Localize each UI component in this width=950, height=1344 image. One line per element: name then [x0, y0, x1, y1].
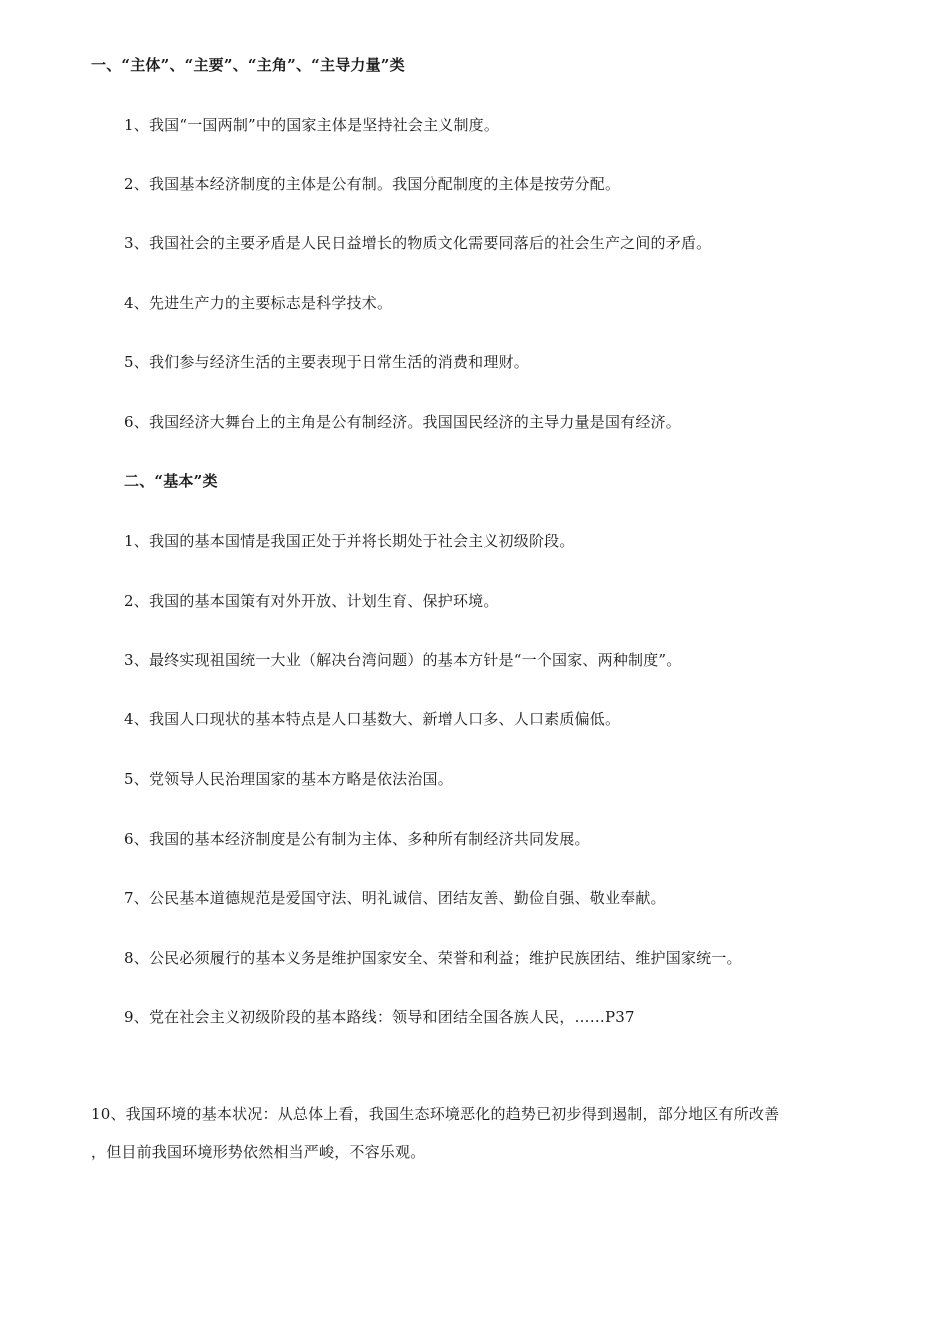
section-1-heading: 一、“主体”、“主要”、“主角”、“主导力量”类 — [91, 56, 405, 74]
section-2-item-3: 3、最终实现祖国统一大业（解决台湾问题）的基本方针是“一个国家、两种制度”。 — [124, 651, 682, 669]
section-2-item-2: 2、我国的基本国策有对外开放、计划生育、保护环境。 — [124, 592, 499, 610]
section-1-item-4: 4、先进生产力的主要标志是科学技术。 — [124, 294, 393, 312]
section-1-item-5: 5、我们参与经济生活的主要表现于日常生活的消费和理财。 — [124, 353, 529, 371]
section-2-item-9: 9、党在社会主义初级阶段的基本路线：领导和团结全国各族人民，……P37 — [124, 1008, 635, 1026]
section-2-heading: 二、“基本”类 — [124, 472, 218, 490]
section-2-item-5: 5、党领导人民治理国家的基本方略是依法治国。 — [124, 770, 453, 788]
section-2-item-4: 4、我国人口现状的基本特点是人口基数大、新增人口多、人口素质偏低。 — [124, 710, 621, 728]
section-2-item-7: 7、公民基本道德规范是爱国守法、明礼诚信、团结友善、勤俭自强、敬业奉献。 — [124, 889, 666, 907]
section-1-item-3: 3、我国社会的主要矛盾是人民日益增长的物质文化需要同落后的社会生产之间的矛盾。 — [124, 234, 712, 252]
section-1-item-2: 2、我国基本经济制度的主体是公有制。我国分配制度的主体是按劳分配。 — [124, 175, 621, 193]
section-2-item-8: 8、公民必须履行的基本义务是维护国家安全、荣誉和利益；维护民族团结、维护国家统一。 — [124, 949, 742, 967]
section-2-item-10-line-1: 10、我国环境的基本状况：从总体上看，我国生态环境恶化的趋势已初步得到遏制，部分地区有所改善 — [91, 1105, 780, 1123]
section-2-item-1: 1、我国的基本国情是我国正处于并将长期处于社会主义初级阶段。 — [124, 532, 575, 550]
section-2-item-10-line-2: ，但目前我国环境形势依然相当严峻，不容乐观。 — [91, 1143, 426, 1161]
section-1-item-1: 1、我国“一国两制”中的国家主体是坚持社会主义制度。 — [124, 116, 500, 134]
section-2-item-6: 6、我国的基本经济制度是公有制为主体、多种所有制经济共同发展。 — [124, 830, 590, 848]
section-1-item-6: 6、我国经济大舞台上的主角是公有制经济。我国国民经济的主导力量是国有经济。 — [124, 413, 681, 431]
